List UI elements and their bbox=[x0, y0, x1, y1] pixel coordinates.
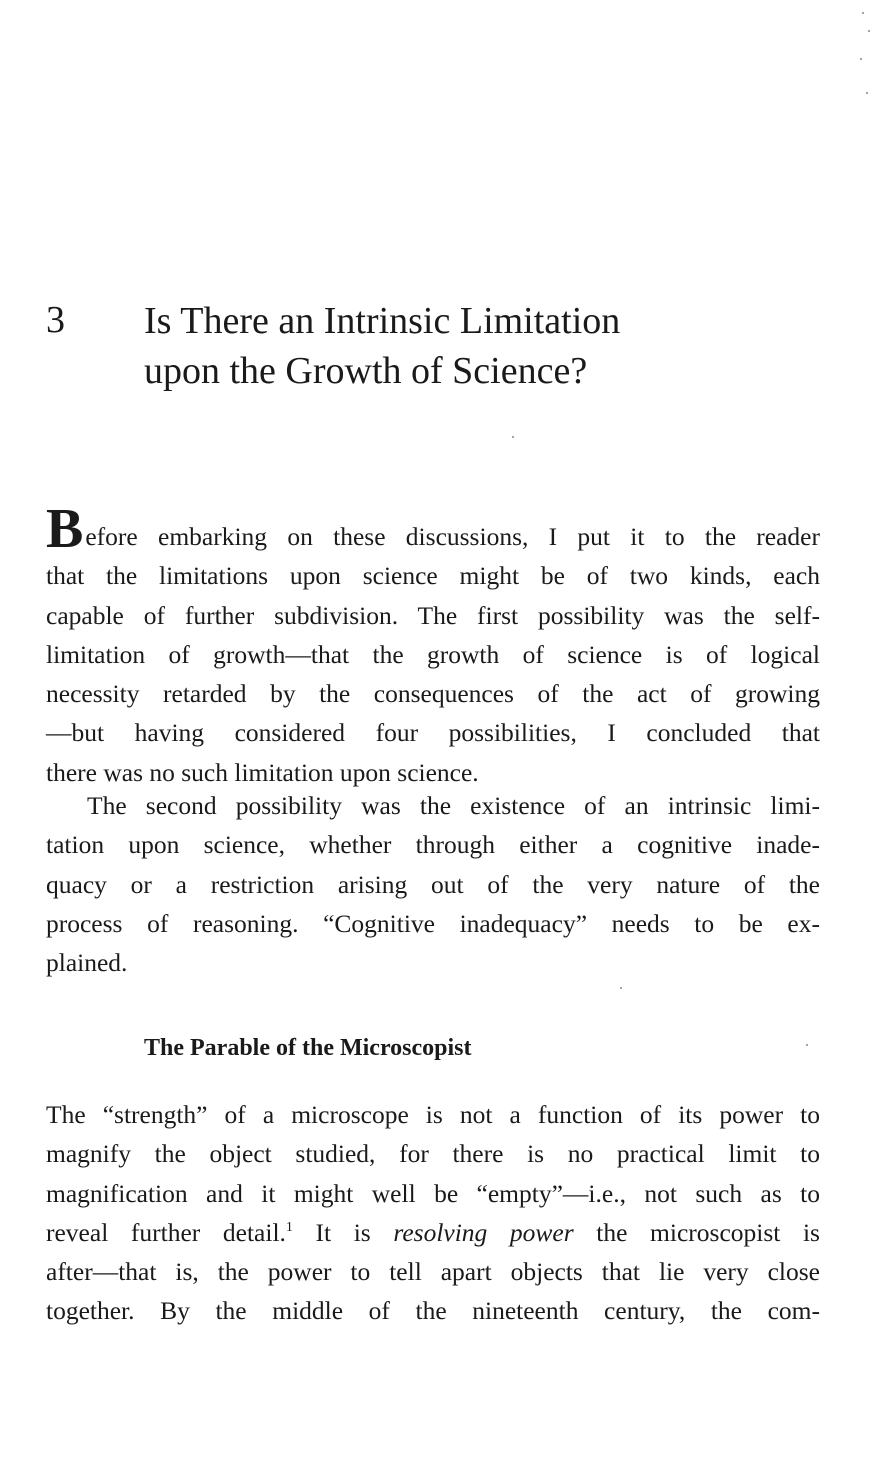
scan-speck bbox=[862, 12, 864, 14]
chapter-number: 3 bbox=[46, 299, 65, 341]
chapter-title bbox=[144, 296, 784, 396]
paragraph-line bbox=[46, 1213, 820, 1252]
scan-speck bbox=[512, 436, 514, 438]
section-heading: The Parable of the Microscopist bbox=[144, 1035, 472, 1061]
scan-speck bbox=[868, 30, 870, 32]
paragraph-line: magnification and it might well be “empty”—i.e., not such as to bbox=[46, 1178, 820, 1208]
line-text: reveal further detail. bbox=[46, 1217, 286, 1247]
paragraph-line: that the limitations upon science might be of two kinds, each bbox=[46, 561, 820, 591]
line-text: the microscopist is bbox=[573, 1217, 820, 1247]
paragraph-line: after—that is, the power to tell apart objects that lie very close bbox=[46, 1257, 820, 1287]
paragraph-line: The “strength” of a microscope is not a function of its power to bbox=[46, 1100, 820, 1129]
scan-speck bbox=[866, 92, 868, 94]
paragraph-line: quacy or a restriction arising out of the very nature of the bbox=[46, 869, 820, 899]
third-paragraph bbox=[46, 1095, 820, 1331]
paragraph-line: capable of further subdivision. The first possibility was the self- bbox=[46, 600, 820, 630]
chapter-title-line: Is There an Intrinsic Limitation bbox=[144, 300, 621, 342]
paragraph-line: together. By the middle of the nineteenth century, the com- bbox=[46, 1296, 820, 1326]
paragraph-line: tation upon science, whether through either a cognitive inade- bbox=[46, 830, 820, 860]
paragraph-line: there was no such limitation upon science. bbox=[46, 757, 479, 787]
paragraph-line: necessity retarded by the consequences of the act of growing bbox=[46, 679, 820, 709]
second-paragraph bbox=[46, 786, 820, 982]
paragraph-line: —but having considered four possibilities, I concluded that bbox=[46, 718, 820, 748]
line-text: efore embarking on these discussions, I put it to the reader bbox=[85, 522, 820, 551]
scan-speck bbox=[860, 58, 862, 60]
paragraph-line: plained. bbox=[46, 948, 128, 978]
footnote-reference[interactable]: 1 bbox=[285, 1219, 293, 1235]
paragraph-line bbox=[46, 498, 820, 560]
chapter-title-line: upon the Growth of Science? bbox=[144, 350, 588, 392]
paragraph-line: process of reasoning. “Cognitive inadequacy” needs to be ex- bbox=[46, 908, 820, 938]
paragraph-line: magnify the object studied, for there is no practical limit to bbox=[46, 1139, 820, 1169]
scan-speck bbox=[806, 1044, 808, 1046]
line-text: It is bbox=[292, 1217, 394, 1247]
paragraph-line: The second possibility was the existence of an intrinsic limi- bbox=[87, 791, 820, 820]
opening-paragraph bbox=[46, 498, 820, 792]
drop-cap: B bbox=[46, 498, 84, 560]
scan-speck bbox=[620, 987, 622, 989]
emphasized-term: resolving power bbox=[393, 1217, 574, 1247]
paragraph-line: limitation of growth—that the growth of science is of logical bbox=[46, 639, 820, 669]
